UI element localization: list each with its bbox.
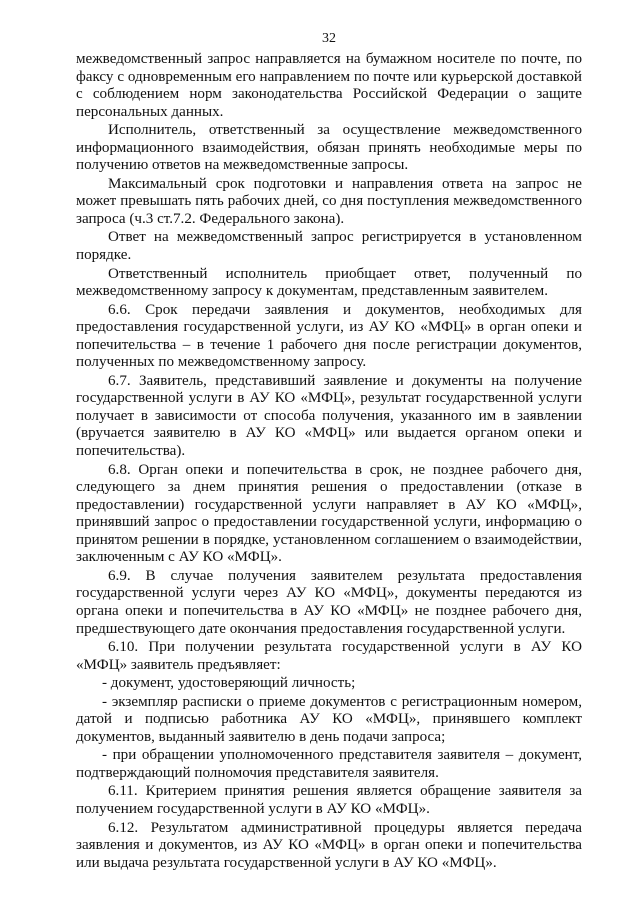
paragraph-response-registration: Ответ на межведомственный запрос регистрируется в установленном порядке. (76, 229, 582, 264)
list-item-representative-authority: - при обращении уполномоченного представителя заявителя – документ, подтверждающий полномочия представителя заявителя. (76, 747, 582, 781)
paragraph-interagency-request-method: межведомственный запрос направляется на бумажном носителе по почте, по факсу с одновременным его направлением по почте или курьерской доставкой с соблюдением норм законодательства Российской Федерации о защите персональных данных. (76, 51, 582, 120)
list-item-identity-document: - документ, удостоверяющий личность; (102, 675, 356, 692)
paragraph-6-9: 6.9. В случае получения заявителем результата предоставления государственной услуги через АУ КО «МФЦ», документы передаются из органа опеки и попечительства в АУ КО «МФЦ» не позднее рабочего дня, предшествующего дате окончания предоставления государственной услуги. (76, 567, 582, 637)
paragraph-6-8: 6.8. Орган опеки и попечительства в срок, не позднее рабочего дня, следующего за днем принятия решения о предоставлении (отказе в предоставлении) государственной услуги направляет в АУ КО «МФЦ», принявший запрос о предоставлении государственной услуги, информацию о принятом решении в порядке, установленном соглашением о взаимодействии, заключенным с АУ КО «МФЦ». (76, 461, 582, 566)
paragraph-max-response-term: Максимальный срок подготовки и направления ответа на запрос не может превышать пять рабочих дней, со дня поступления межведомственного запроса (ч.3 ст.7.2. Федерального закона). (76, 175, 582, 227)
paragraph-6-10: 6.10. При получении результата государственной услуги в АУ КО «МФЦ» заявитель предъявляет: (76, 639, 582, 673)
paragraph-6-12: 6.12. Результатом административной процедуры является передача заявления и документов, из АУ КО «МФЦ» в орган опеки и попечительства или выдача результата государственной услуги в АУ КО «МФЦ». (76, 819, 582, 871)
paragraph-6-11: 6.11. Критерием принятия решения является обращение заявителя за получением государственной услуги в АУ КО «МФЦ». (76, 783, 582, 817)
paragraph-response-attachment: Ответственный исполнитель приобщает ответ, полученный по межведомственному запросу к документам, представленным заявителем. (76, 265, 582, 300)
paragraph-6-6: 6.6. Срок передачи заявления и документов, необходимых для предоставления государственной услуги, из АУ КО «МФЦ» в орган опеки и попечительства – в течение 1 рабочего дня после регистрации документов, полученных по межведомственному запросу. (76, 301, 582, 371)
paragraph-6-7: 6.7. Заявитель, представивший заявление и документы на получение государственной услуги в АУ КО «МФЦ», результат государственной услуги получает в зависимости от способа получения, указанного им в заявлении (вручается заявителю в АУ КО «МФЦ» или выдается органом опеки и попечительства). (76, 372, 582, 460)
list-item-receipt-copy: - экземпляр расписки о приеме документов с регистрационным номером, датой и подписью работника АУ КО «МФЦ», принявшего комплект документов, выданный заявителю в день подачи запроса; (76, 693, 582, 745)
page-number: 32 (322, 31, 336, 46)
document-page (76, 30, 582, 873)
paragraph-executor-duties: Исполнитель, ответственный за осуществление межведомственного информационного взаимодействия, обязан принять необходимые меры по получению ответов на межведомственные запросы. (76, 122, 582, 174)
